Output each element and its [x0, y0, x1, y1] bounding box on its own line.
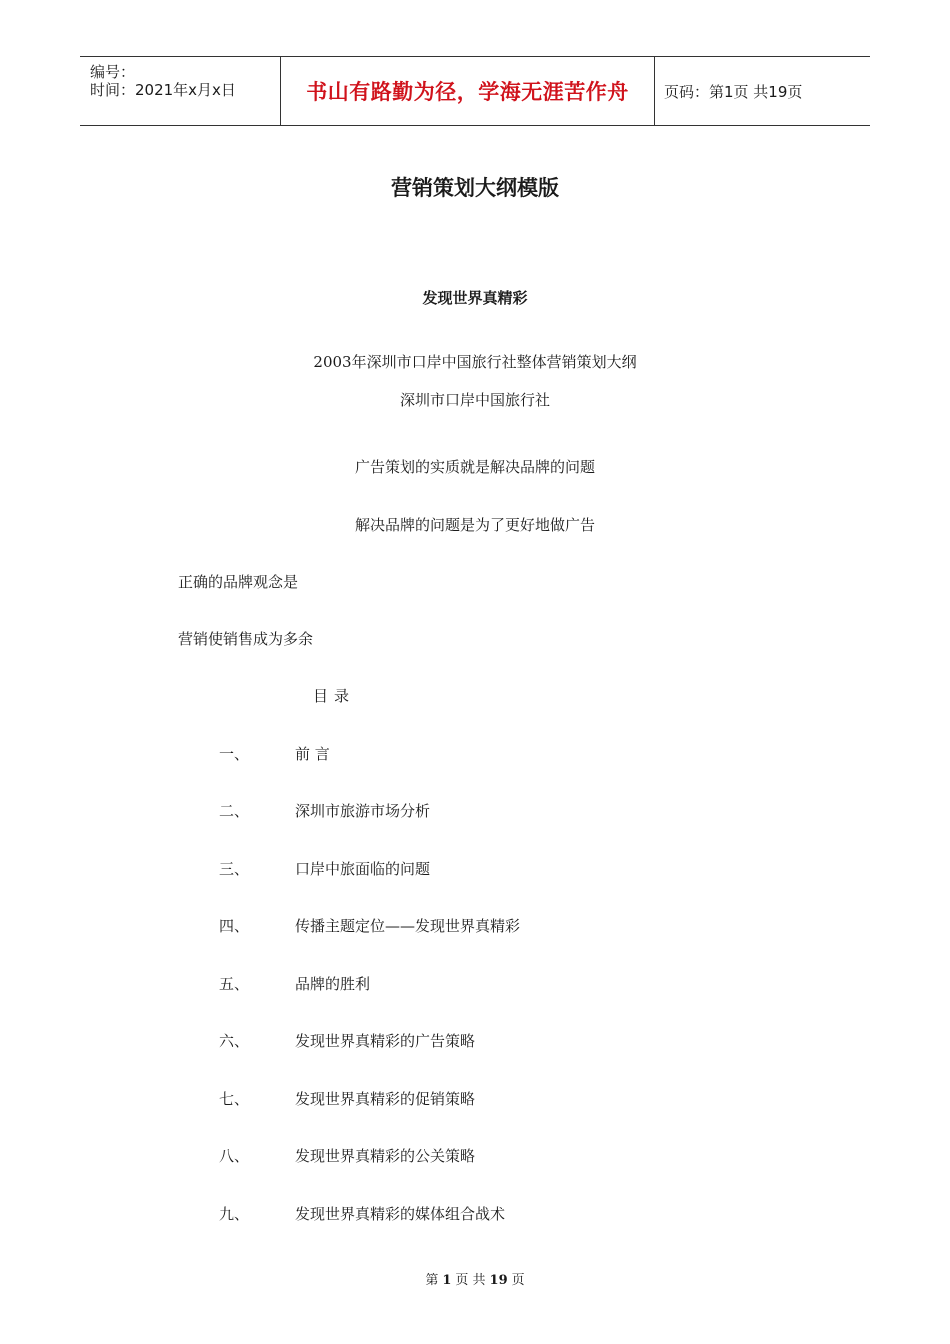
- toc-item-text: 发现世界真精彩的媒体组合战术: [295, 1205, 506, 1223]
- header-meta-cell: [80, 57, 281, 125]
- toc-item-text: 深圳市旅游市场分析: [295, 802, 431, 820]
- toc-item-text: 传播主题定位——发现世界真精彩: [295, 917, 521, 935]
- toc-item-text: 发现世界真精彩的公关策略: [295, 1147, 476, 1165]
- toc-item-number: 一、: [219, 745, 250, 763]
- header-table: [80, 56, 870, 126]
- toc-title: 目录: [313, 687, 356, 705]
- slogan-line-2: 解决品牌的问题是为了更好地做广告: [354, 516, 595, 534]
- toc-item-number: 三、: [219, 860, 250, 878]
- header-page-cell: [655, 57, 870, 125]
- document-date-label: 时间：2021年x月x日: [90, 81, 236, 99]
- toc-item-text: 口岸中旅面临的问题: [295, 860, 431, 878]
- header-page-info: 页码：第1页 共19页: [664, 82, 803, 101]
- header-motto: 书山有路勤为径，学海无涯苦作舟: [306, 80, 629, 104]
- toc-item-number: 六、: [219, 1032, 250, 1050]
- toc-item-number: 八、: [219, 1147, 250, 1165]
- footer-total-pages: 19: [489, 1273, 508, 1288]
- document-subtitle: 发现世界真精彩: [422, 289, 528, 307]
- toc-item-number: 二、: [219, 802, 250, 820]
- toc-item-number: 四、: [219, 917, 250, 935]
- toc-item-number: 五、: [219, 975, 250, 993]
- toc-item-number: 九、: [219, 1205, 250, 1223]
- document-number-label: 编号：: [90, 63, 136, 81]
- toc-item-text: 品牌的胜利: [295, 975, 371, 993]
- footer-page-number: 1: [442, 1273, 452, 1288]
- header-motto-cell: [281, 57, 655, 125]
- paragraph-marketing: 营销使销售成为多余: [178, 630, 314, 648]
- paragraph-brand-concept: 正确的品牌观念是: [178, 573, 299, 591]
- toc-item-text: 发现世界真精彩的促销策略: [295, 1090, 476, 1108]
- toc-item-text: 前 言: [295, 745, 330, 763]
- footer-prefix: 第: [425, 1273, 439, 1288]
- plan-name: 2003年深圳市口岸中国旅行社整体营销策划大纲: [313, 353, 637, 371]
- footer-middle: 页 共: [455, 1273, 486, 1288]
- slogan-line-1: 广告策划的实质就是解决品牌的问题: [354, 458, 595, 476]
- page-footer: [0, 1269, 950, 1288]
- toc-item-number: 七、: [219, 1090, 250, 1108]
- company-name: 深圳市口岸中国旅行社: [399, 391, 550, 409]
- toc-item-text: 发现世界真精彩的广告策略: [295, 1032, 476, 1050]
- document-title: 营销策划大纲模版: [391, 176, 559, 200]
- footer-suffix: 页: [511, 1273, 525, 1288]
